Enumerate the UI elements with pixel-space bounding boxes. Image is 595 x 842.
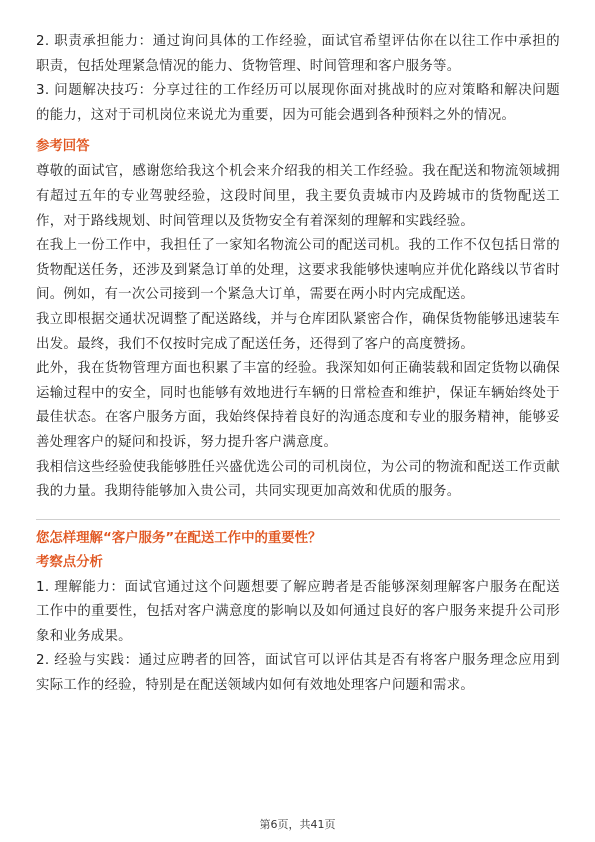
question-title: 您怎样理解“客户服务”在配送工作中的重要性？ [36, 530, 322, 546]
answer-paragraph-cargo-management: 此外，我在货物管理方面也积累了丰富的经验。我深知如何正确装载和固定货物以确保运输过程中的安全，同时也能够有效地进行车辆的日常检查和维护，保证车辆始终处于最佳状态。在客户服务方面，我始终保持着良好的沟通态度和专业的服务精神，能够妥善处理客户的疑问和投诉，努力提升客户满意度。 [36, 361, 560, 450]
section-divider [36, 519, 560, 520]
list-item-responsibility: 2. 职责承担能力：通过询问具体的工作经验，面试官希望评估你在以往工作中承担的职责，包括处理紧急情况的能力、货物管理、时间管理和客户服务等。 [36, 34, 560, 74]
analysis-point-experience: 2. 经验与实践：通过应聘者的回答，面试官可以评估其是否有将客户服务理念应用到实际工作的经验，特别是在配送领域内如何有效地处理客户问题和需求。 [36, 653, 560, 694]
answer-paragraph-previous-job: 在我上一份工作中，我担任了一家知名物流公司的配送司机。我的工作不仅包括日常的货物配送任务，还涉及到紧急订单的处理，这要求我能够快速响应并优化路线以节省时间。例如，有一次公司接到一个紧急大订单，需要在两小时内完成配送。 [36, 238, 560, 303]
answer-paragraph-result: 我立即根据交通状况调整了配送路线，并与仓库团队紧密合作，确保货物能够迅速装车出发。最终，我们不仅按时完成了配送任务，还得到了客户的高度赞扬。 [36, 311, 560, 352]
analysis-heading: 考察点分析 [36, 554, 103, 570]
answer-paragraph-intro: 尊敬的面试官，感谢您给我这个机会来介绍我的相关工作经验。我在配送和物流领域拥有超过五年的专业驾驶经验，这段时间里，我主要负责城市内及跨城市的货物配送工作，对于路线规划、时间管理以及货物安全有着深刻的理解和实践经验。 [36, 164, 560, 229]
list-item-problem-solving: 3. 问题解决技巧：分享过往的工作经历可以展现你面对挑战时的应对策略和解决问题的能力，这对于司机岗位来说尤为重要，因为可能会遇到各种预料之外的情况。 [36, 83, 560, 123]
reference-answer-heading: 参考回答 [36, 139, 90, 155]
analysis-point-understanding: 1. 理解能力：面试官通过这个问题想要了解应聘者是否能够深刻理解客户服务在配送工作中的重要性，包括对客户满意度的影响以及如何通过良好的客户服务来提升公司形象和业务成果。 [36, 579, 560, 644]
page-number: 第6页，共41页 [259, 818, 336, 831]
answer-paragraph-closing: 我相信这些经验使我能够胜任兴盛优选公司的司机岗位，为公司的物流和配送工作贡献我的力量。我期待能够加入贵公司，共同实现更加高效和优质的服务。 [36, 459, 560, 500]
document-page [36, 30, 560, 699]
